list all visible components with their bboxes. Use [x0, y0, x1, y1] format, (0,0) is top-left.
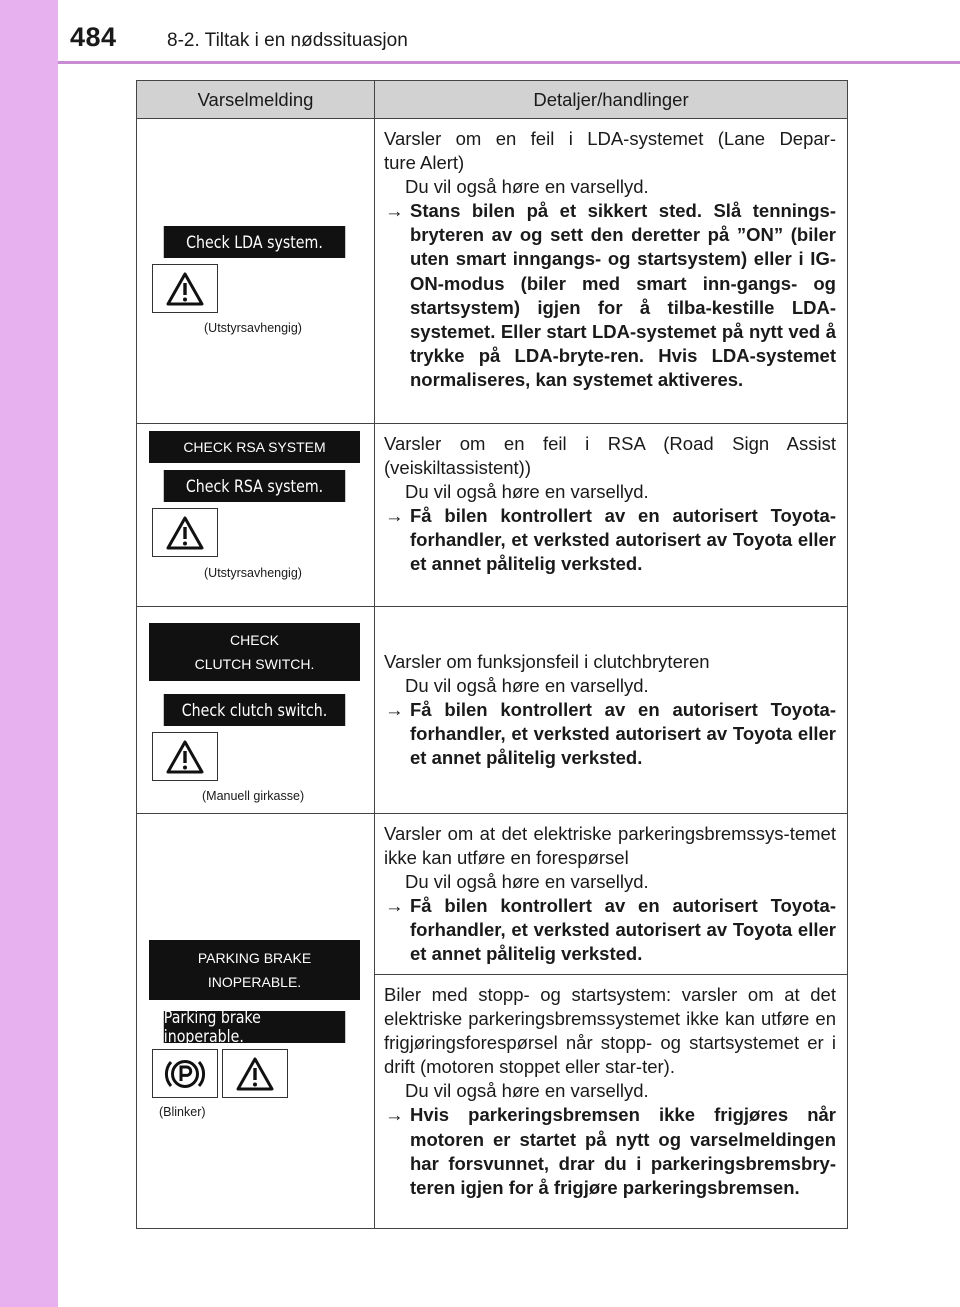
description-text: Biler med stopp- og startsystem: varsler om at det elektriske parkeringsbremssystemet ikke kan utføre en frigjøringsforespørsel når stopp- og startsystemet er i drift (motoren stoppet eller star-ter).: [384, 984, 836, 1078]
description-text-cont: ture Alert): [384, 152, 465, 174]
message-cell: [137, 814, 375, 1229]
equipment-caption: (Manuell girkasse): [202, 789, 305, 803]
description-text: Varsler om at det elektriske parkeringsbremssys-temet ikke kan utføre en forespørsel: [384, 823, 836, 869]
warning-triangle-icon: [152, 732, 218, 781]
description-text: Varsler om en feil i RSA (Road Sign Assist: [384, 433, 836, 454]
message-cell: [137, 424, 375, 607]
header-varselmelding: Varselmelding: [137, 81, 375, 119]
blinker-caption: (Blinker): [159, 1105, 206, 1119]
action-text: → Hvis parkeringsbremsen ikke frigjøres når motoren er startet på nytt og varselmeldingen har forsvunnet, drar du i parkeringsbremsbry-teren igjen for å frigjøre parkeringsbremsen.: [385, 1104, 836, 1198]
sound-text: Du vil også høre en varsellyd.: [405, 481, 649, 503]
details-cell: [375, 814, 848, 975]
side-tab-strip: [0, 0, 58, 1307]
sound-text: Du vil også høre en varsellyd.: [405, 176, 649, 198]
table-row: [137, 814, 848, 975]
table-header-row: [137, 81, 848, 119]
arrow-icon: →: [385, 895, 404, 917]
parking-brake-icon: [152, 1049, 218, 1098]
message-banner: Check LDA system.: [164, 226, 345, 258]
table-row: [137, 424, 848, 607]
description-text-cont: (veiskiltassistent)): [384, 457, 531, 479]
action-text: → Få bilen kontrollert av en autorisert Toyota-forhandler, et verksted autorisert av Toyota eller et annet pålitelig verksted.: [385, 895, 836, 965]
sound-text: Du vil også høre en varsellyd.: [405, 1080, 649, 1102]
message-cell: [137, 119, 375, 424]
table-row: [137, 607, 848, 814]
message-banner: Check RSA system.: [164, 470, 345, 502]
header-rule: [58, 61, 960, 64]
details-cell: [375, 424, 848, 607]
sound-text: Du vil også høre en varsellyd.: [405, 674, 649, 696]
description-text: Varsler om funksjonsfeil i clutchbryteren: [384, 650, 710, 672]
message-banner: Check clutch switch.: [164, 694, 345, 726]
message-banner-text: CHECK RSA SYSTEM: [149, 431, 360, 463]
message-banner-text: PARKING BRAKE INOPERABLE.: [149, 940, 360, 1000]
message-banner-text: CHECK CLUTCH SWITCH.: [149, 623, 360, 681]
page-number: 484: [70, 22, 117, 52]
arrow-icon: →: [385, 200, 404, 222]
warning-triangle-icon: [152, 508, 218, 557]
section-title: 8-2. Tiltak i en nødssituasjon: [167, 30, 408, 51]
arrow-icon: →: [385, 698, 404, 720]
sound-text: Du vil også høre en varsellyd.: [405, 871, 649, 893]
arrow-icon: →: [385, 1104, 404, 1126]
table-row: [137, 119, 848, 424]
warning-table: [136, 80, 848, 1229]
description-text: Varsler om en feil i LDA-systemet (Lane Depar-: [384, 128, 836, 149]
equipment-caption: (Utstyrsavhengig): [204, 566, 302, 580]
details-cell: [375, 119, 848, 424]
details-cell: [375, 975, 848, 1229]
message-cell: [137, 607, 375, 814]
arrow-icon: →: [385, 505, 404, 527]
message-banner: Parking brake inoperable.: [164, 1011, 345, 1043]
details-cell: [375, 607, 848, 814]
action-text: → Få bilen kontrollert av en autorisert Toyota-forhandler, et verksted autorisert av Toyota eller et annet pålitelig verksted.: [385, 698, 836, 769]
warning-triangle-icon: [222, 1049, 288, 1098]
action-text: → Få bilen kontrollert av en autorisert Toyota-forhandler, et verksted autorisert av Toyota eller et annet pålitelig verksted.: [385, 505, 836, 575]
warning-triangle-icon: [152, 264, 218, 313]
action-text: → Stans bilen på et sikkert sted. Slå tennings-bryteren av og sett den deretter på ”ON” (biler uten smart inngangs- og startsystem) eller i IG-ON-modus (biler med smart inn-gangs- og startsystem) igjen for å tilba-kestille LDA-systemet. Eller start LDA-systemet på nytt ved å trykke på LDA-bryte-ren. Hvis LDA-systemet normaliseres, kan systemet aktiveres.: [385, 200, 836, 390]
equipment-caption: (Utstyrsavhengig): [204, 321, 302, 335]
header-detaljer: Detaljer/handlinger: [375, 81, 848, 119]
